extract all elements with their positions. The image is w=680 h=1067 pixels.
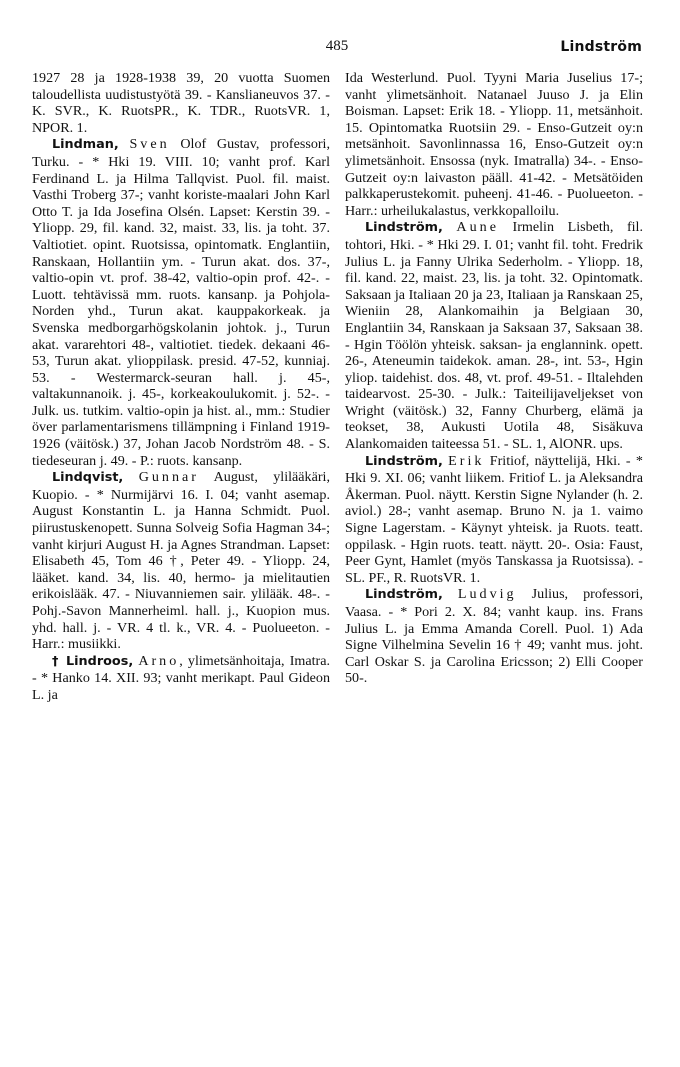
- entry-surname: Lindqvist,: [52, 470, 124, 486]
- entry-continuation: [345, 70, 643, 219]
- running-head: Lindström: [560, 39, 642, 55]
- entry-lindqvist: [32, 469, 330, 653]
- entry-surname: Lindman,: [52, 137, 119, 153]
- entry-given-name: Sven: [129, 136, 170, 153]
- right-column: [345, 70, 643, 687]
- entry-given-name: Arno: [138, 652, 180, 669]
- entry-text: Fritiof, näyttelijä, Hki. - * Hki 9. XI. 06; vanht liikem. Fritiof L. ja Aleksandra Åkerman. Puol. näytt. Kerstin Signe Nylander (h. 2. aviol.) 28-; vanht asemap. Bruno N. ja 1. vaimo Signe Lagerstam. - Käynyt yhteisk. ja Ruots. teatt. oppilask. - Hgin ruots. teatt. näytt. 20-. Osia: Faust, Peer Gynt, Hamlet (myös Tanskassa ja Ruotsissa). - SL. PF., R. RuotsVR. 1.: [345, 452, 643, 586]
- entry-given-name: Gunnar: [138, 469, 199, 486]
- page-number: 485: [325, 38, 349, 54]
- entry-continuation: [32, 70, 330, 136]
- entry-lindstrom-aune: [345, 219, 643, 452]
- entry-text: Irmelin Lisbeth, fil. tohtori, Hki. - * Hki 29. I. 01; vanht fil. toht. Fredrik Julius L. ja Fanny Ulrika Sederholm. - Yliopp. 18, fil. kand. 22, maist. 23, lis. ja toht. 32. Opintomatk. Saksaan ja Italiaan 20 ja 23, Italiaan ja Ranskaan 25, Wieniin 28, Alankomaihin ja Belgiaan 30, Englantiin 34, Ranskaan ja Saksaan 37, Saksaan 38. - Hgin Töölön yhteisk. saksan- ja englannink. opett. 26-, Ateneumin taidekok. aman. 28-, int. 53-, Hgin yliop. taidehist. dos. 48, vt. prof. 49-51. - Iltalehden taidearvost. 25-30. - Julk.: Taiteilijaveljekset von Wright (väitösk.) 32, Fanny Churberg, elämä ja teokset, 38, Aukusti Uotila 48, Sisäkuva Alankomaiden taiteessa 51. - SL. 1, AlONR. ups.: [345, 219, 643, 453]
- entry-lindman: [32, 136, 330, 469]
- page-header: [32, 38, 642, 58]
- entry-surname: † Lindroos,: [52, 653, 134, 669]
- entry-given-name: Erik: [448, 452, 485, 469]
- entry-text: Ida Westerlund. Puol. Tyyni Maria Juselius 17-; vanht ylimetsänhoit. Natanael Juuso J. ja Elin Boisman. Lapset: Erik 18. - Yliopp. 11, metsänhoit. 15. Opintomatka Ruotsiin 29. - Enso-Gutzeit oy:n metsänhoit. Savonlinnassa 16, Enso-Gutzeit oy:n ylimetsänhoit. Ensossa (nyk. Imatralla) 34-. - Enso-Gutzeit oy:n laivaston pääll. 41-42. - Metsätöiden palkkaperustekomit. puheenj. 41-46. - Puolueeton. - Harr.: urheilukalastus, verkkopalloilu.: [345, 70, 643, 219]
- entry-lindstrom-erik: [345, 453, 643, 587]
- entry-text: , ylimetsänhoitaja, Imatra. - * Hanko 14. XII. 93; vanht merikapt. Paul Gideon L. ja: [32, 652, 330, 703]
- entry-surname: Lindström,: [365, 453, 443, 469]
- left-column: [32, 70, 330, 704]
- entry-text: 1927 28 ja 1928-1938 39, 20 vuotta Suomen taloudellista uudistustyötä 39. - Kanslianeuvos 37. - K. SVR., K. RuotsPR., K. TDR., RuotsVR. 1, NPOR. 1.: [32, 70, 330, 136]
- entry-text: Julius, professori, Vaasa. - * Pori 2. X. 84; vanht kaup. ins. Frans Julius L. ja Emma Amanda Corell. Puol. 1) Ada Signe Vilhelmina Sevelin 16 † 49; vanht mus. joht. Carl Oskar S. ja Carolina Ericsson; 2) Elli Cooper 50-.: [345, 586, 643, 687]
- entry-given-name: Ludvig: [457, 586, 517, 603]
- entry-lindroos: [32, 653, 330, 704]
- entry-lindstrom-ludvig: [345, 586, 643, 687]
- entry-surname: Lindström,: [365, 587, 443, 603]
- entry-text: Olof Gustav, professori, Turku. - * Hki 19. VIII. 10; vanht prof. Karl Ferdinand L. ja Hilma Tallqvist. Puol. fil. maist. Vasthi Troberg 37-; vanht koriste-maalari John Karl Otto T. ja Ida Josefina Olsén. Lapset: Kerstin 39. - Yliopp. 29, fil. kand. 32, maist. 33, lis. ja toht. 37. Valtiotiet. opint. Ruotsissa, opintomatk. Englantiin, Ranskaan, Hollantiin ym. - Turun akat. dos. 37-, valtio-opin vt. prof. 38-42, valtio-opin prof. 42-. - Luott. tehtävissä mm. ruots. kansanp. ja Pohjola-Norden yhd., Turun akat. kauppakorkeak. ja Svenska medborgarhögskolanin johtok. j., Turun akat. vararehtori 48-, valtiotiet. tiedek. dekaani 46-53, Turun akat. ylioppilask. presid. 47-52, kunniaj. 53. - Westermarck-seuran hall. j. 45-, valtakunnanoik. j. 45-, korkeakoulukomit. j. 52-. - Julk. us. tutkim. valtio-opin ja hist. al., mm.: Studier över parlamentarismens tillämpning i Finland 1919-1926 (väitösk.) 37, Johan Jacob Nordström 48. - S. tiedeseuran j. 49. - P.: ruots. kansanp.: [32, 136, 330, 469]
- entry-given-name: Aune: [456, 219, 499, 236]
- entry-surname: Lindström,: [365, 220, 443, 236]
- entry-text: August, ylilääkäri, Kuopio. - * Nurmijärvi 16. I. 04; vanht asemap. August Konstantin L. ja Hanna Schmidt. Puol. piirustuskenopett. Sunna Solveig Sofia Hagman 34-; vanht kirjuri August H. ja Agnes Strandman. Lapset: Elisabeth 45, Tom 46 †, Peter 49. - Yliopp. 24, lääket. kand. 34, lis. 40, hermo- ja mielitautien erikoislääk. 47. - Niuvanniemen sair. ylilääk. 48-. - Pohj.-Savon Mannerheiml. hall. j., Kuopion mus. yhd. hall. j. - VR. 4 tl. k., VR. 4. - Puolueeton. - Harr.: musiikki.: [32, 469, 330, 653]
